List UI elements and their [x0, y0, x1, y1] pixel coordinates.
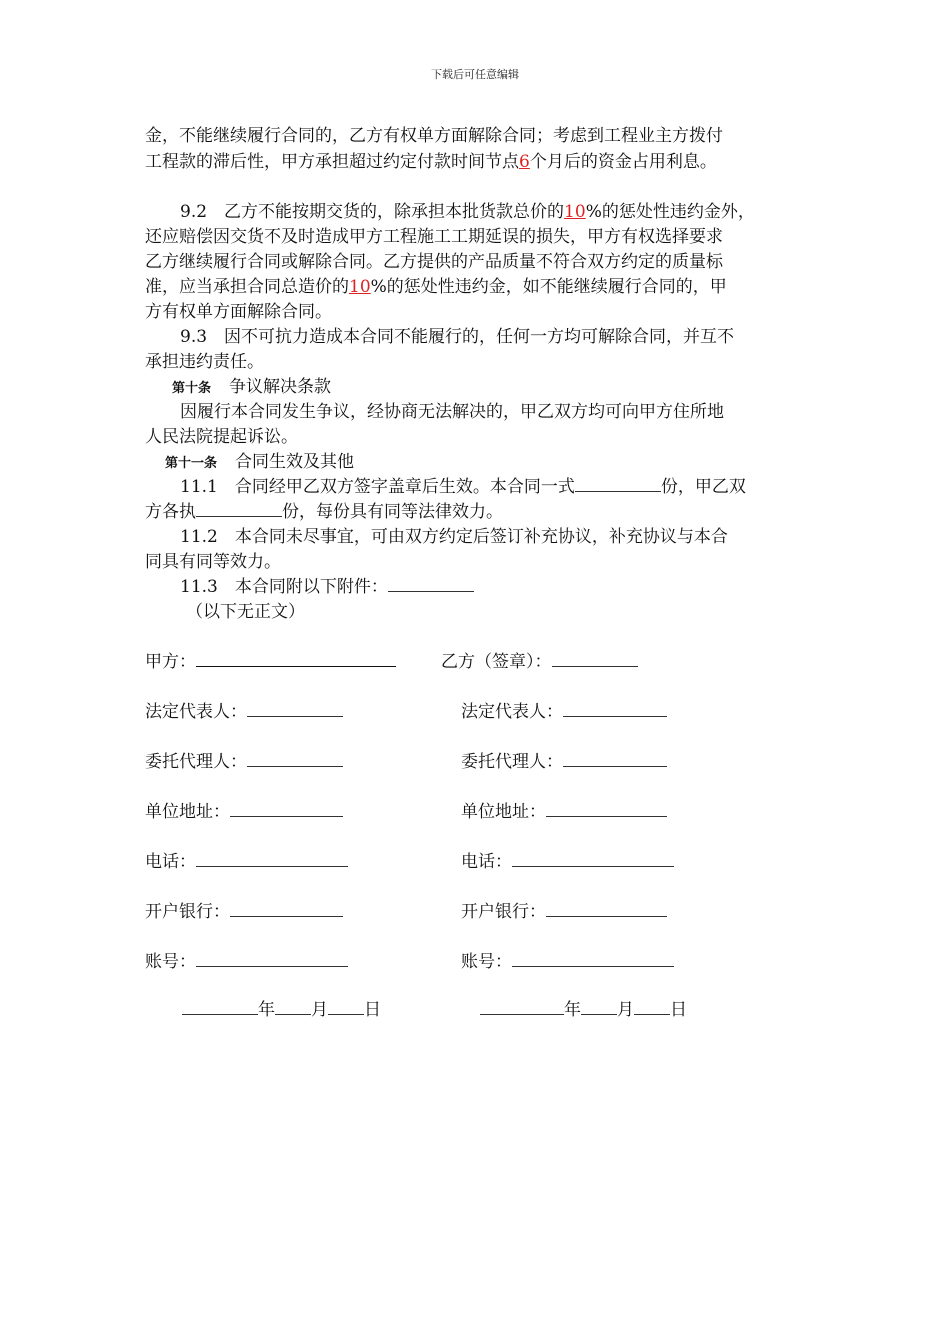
- input-line[interactable]: [512, 950, 674, 967]
- clause-9-2: [180, 200, 755, 224]
- input-line[interactable]: [512, 850, 674, 867]
- article-title: 合同生效及其他: [235, 452, 355, 472]
- party-b-label: 乙方（签章）：: [441, 652, 552, 672]
- text: 11.3 本合同附以下附件：: [180, 577, 388, 597]
- article-number: 第十一条: [165, 456, 218, 471]
- party-a-field: [145, 650, 396, 674]
- party-a-bank: [145, 900, 343, 924]
- year-blank[interactable]: [182, 998, 258, 1015]
- party-a-label: 甲方：: [145, 652, 196, 672]
- end-of-text: （以下无正文）: [186, 602, 305, 622]
- input-line[interactable]: [563, 700, 667, 717]
- party-b-date: [480, 998, 687, 1022]
- paragraph-line: 人民法院提起诉讼。: [145, 427, 298, 447]
- input-line[interactable]: [230, 900, 343, 917]
- party-b-agent: [461, 750, 667, 774]
- paragraph-line: 因履行本合同发生争议，经协商无法解决的，甲乙双方均可向甲方住所地: [180, 402, 724, 422]
- text: 准，应当承担合同总造价的: [145, 277, 349, 297]
- article-11-heading: [165, 450, 354, 476]
- month-label: 月: [311, 1000, 328, 1020]
- day-blank[interactable]: [328, 998, 364, 1015]
- party-b-account: [461, 950, 674, 974]
- copies-each-blank[interactable]: [196, 500, 282, 517]
- party-a-address: [145, 800, 343, 824]
- text: 份，甲乙双: [660, 477, 746, 497]
- year-label: 年: [564, 1000, 581, 1020]
- text: 金，不能继续履行合同的，乙方有权单方面解除合同；考虑到工程业主方拨付: [145, 126, 723, 146]
- input-line[interactable]: [230, 800, 343, 817]
- attachments-blank[interactable]: [388, 575, 474, 592]
- month-blank[interactable]: [581, 998, 617, 1015]
- party-a-account: [145, 950, 348, 974]
- year-blank[interactable]: [480, 998, 564, 1015]
- copies-blank[interactable]: [575, 475, 661, 492]
- article-number: 第十条: [172, 381, 212, 396]
- label: 法定代表人：: [145, 702, 247, 722]
- party-b-legal-rep: [461, 700, 667, 724]
- text: 11.1 合同经甲乙双方签字盖章后生效。本合同一式: [180, 477, 575, 497]
- paragraph-line: 还应赔偿因交货不及时造成甲方工程施工工期延误的损失，甲方有权选择要求: [145, 227, 723, 247]
- paragraph-line: [145, 275, 727, 299]
- label: 开户银行：: [461, 902, 546, 922]
- paragraph-line: 承担违约责任。: [145, 352, 264, 372]
- label: 法定代表人：: [461, 702, 563, 722]
- input-line[interactable]: [247, 700, 343, 717]
- year-label: 年: [258, 1000, 275, 1020]
- party-b-signature-line[interactable]: [552, 650, 638, 667]
- party-a-agent: [145, 750, 343, 774]
- paragraph-line: [145, 500, 503, 524]
- party-a-phone: [145, 850, 348, 874]
- label: 单位地址：: [461, 802, 546, 822]
- input-line[interactable]: [546, 800, 667, 817]
- article-title: 争议解决条款: [229, 377, 332, 397]
- penalty-percent: 10: [349, 277, 371, 297]
- input-line[interactable]: [196, 850, 348, 867]
- paragraph-line: 方有权单方面解除合同。: [145, 302, 332, 322]
- text: 9.2 乙方不能按期交货的，除承担本批货款总价的: [180, 202, 565, 222]
- label: 开户银行：: [145, 902, 230, 922]
- party-b-bank: [461, 900, 667, 924]
- label: 电话：: [461, 852, 512, 872]
- day-blank[interactable]: [634, 998, 670, 1015]
- page-header: 下载后可任意编辑: [431, 68, 519, 81]
- month-blank[interactable]: [275, 998, 311, 1015]
- party-a-legal-rep: [145, 700, 343, 724]
- clause-11-1: [180, 475, 746, 499]
- months-value: 6: [519, 152, 530, 172]
- input-line[interactable]: [546, 900, 667, 917]
- party-a-date: [182, 998, 381, 1022]
- label: 委托代理人：: [145, 752, 247, 772]
- paragraph-line: 同具有同等效力。: [145, 552, 281, 572]
- label: 单位地址：: [145, 802, 230, 822]
- party-a-signature-line[interactable]: [196, 650, 396, 667]
- month-label: 月: [617, 1000, 634, 1020]
- label: 委托代理人：: [461, 752, 563, 772]
- text: 工程款的滞后性，甲方承担超过约定付款时间节点: [145, 152, 519, 172]
- input-line[interactable]: [247, 750, 343, 767]
- day-label: 日: [364, 1000, 381, 1020]
- clause-11-3: [180, 575, 474, 599]
- paragraph-line: [145, 124, 723, 148]
- party-b-phone: [461, 850, 674, 874]
- text: 方各执: [145, 502, 196, 522]
- paragraph-line: 乙方继续履行合同或解除合同。乙方提供的产品质量不符合双方约定的质量标: [145, 252, 723, 272]
- label: 电话：: [145, 852, 196, 872]
- input-line[interactable]: [563, 750, 667, 767]
- label: 账号：: [461, 952, 512, 972]
- input-line[interactable]: [196, 950, 348, 967]
- party-b-address: [461, 800, 667, 824]
- clause-9-3: 9.3 因不可抗力造成本合同不能履行的，任何一方均可解除合同，并互不: [180, 327, 735, 347]
- party-b-field: [441, 650, 638, 674]
- label: 账号：: [145, 952, 196, 972]
- paragraph-line: [145, 150, 717, 174]
- clause-11-2: 11.2 本合同未尽事宜，可由双方约定后签订补充协议，补充协议与本合: [180, 527, 728, 547]
- text: %的惩处性违约金，如不能继续履行合同的，甲: [370, 277, 727, 297]
- penalty-percent: 10: [564, 202, 586, 222]
- text: %的惩处性违约金外，: [585, 202, 755, 222]
- article-10-heading: [172, 375, 331, 401]
- day-label: 日: [670, 1000, 687, 1020]
- text: 个月后的资金占用利息。: [529, 152, 717, 172]
- text: 份，每份具有同等法律效力。: [282, 502, 503, 522]
